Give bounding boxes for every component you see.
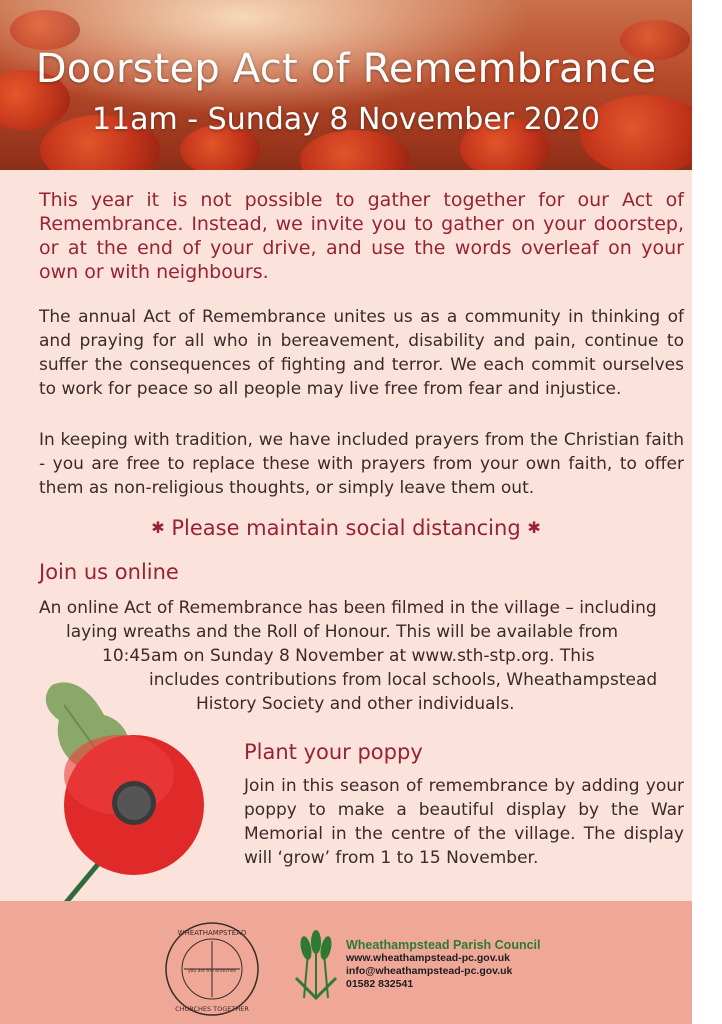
page-title: Doorstep Act of Remembrance: [35, 46, 657, 92]
online-line: An online Act of Remembrance has been filmed in the village – including: [39, 598, 657, 618]
churches-together-seal: [164, 921, 260, 1017]
council-contact: [346, 938, 540, 991]
banner-poppy-shape: [10, 10, 80, 50]
seal-center-text: you are the branches: [188, 969, 236, 974]
remembrance-paragraph: The annual Act of Remembrance unites us as a community in thinking of and praying for all who in bereavement, disability and pain, continue to suffer the consequences of fighting and terror. We each commit ourselves to work for peace so all people may live free from fear and injustice.: [39, 307, 684, 399]
tradition-paragraph: In keeping with tradition, we have included prayers from the Christian faith - you are free to replace these with prayers from your own faith, to offer them as non-religious thoughts, or simply leave them out.: [39, 430, 684, 498]
council-website[interactable]: www.wheathampstead-pc.gov.uk: [346, 952, 510, 964]
plant-heading: Plant your poppy: [244, 740, 423, 764]
asterisk-icon: ✱: [527, 518, 541, 537]
online-line: laying wreaths and the Roll of Honour. This will be available from: [66, 622, 619, 642]
online-line: 10:45am on Sunday 8 November at www.sth-stp.org. This: [102, 646, 595, 666]
wheat-icon: [292, 928, 340, 1000]
asterisk-icon: ✱: [151, 518, 165, 537]
council-email[interactable]: info@wheathampstead-pc.gov.uk: [346, 965, 513, 977]
social-distancing-text: Please maintain social distancing: [171, 516, 521, 540]
seal-top-text: WHEATHAMPSTEAD: [177, 929, 247, 937]
event-date: 11am - Sunday 8 November 2020: [91, 102, 601, 137]
poppy-center-inner: [117, 786, 151, 820]
intro-paragraph: This year it is not possible to gather together for our Act of Remembrance. Instead, we invite you to gather on your doorstep, or at the end of your drive, and use the words overleaf on your own or with neighbours.: [39, 189, 684, 283]
online-heading: Join us online: [39, 560, 179, 584]
council-phone: 01582 832541: [346, 978, 414, 990]
plant-paragraph: Join in this season of remembrance by adding your poppy to make a beautiful display by the War Memorial in the centre of the village. The display will ‘grow’ from 1 to 15 November.: [244, 776, 684, 868]
poppy-field-banner: [0, 0, 692, 170]
online-line: includes contributions from local schools, Wheathampstead: [149, 670, 658, 690]
social-distancing-notice: [0, 516, 692, 540]
online-line: History Society and other individuals.: [196, 694, 515, 714]
council-name: Wheathampstead Parish Council: [346, 938, 541, 952]
seal-bottom-text: CHURCHES TOGETHER: [175, 1005, 249, 1013]
